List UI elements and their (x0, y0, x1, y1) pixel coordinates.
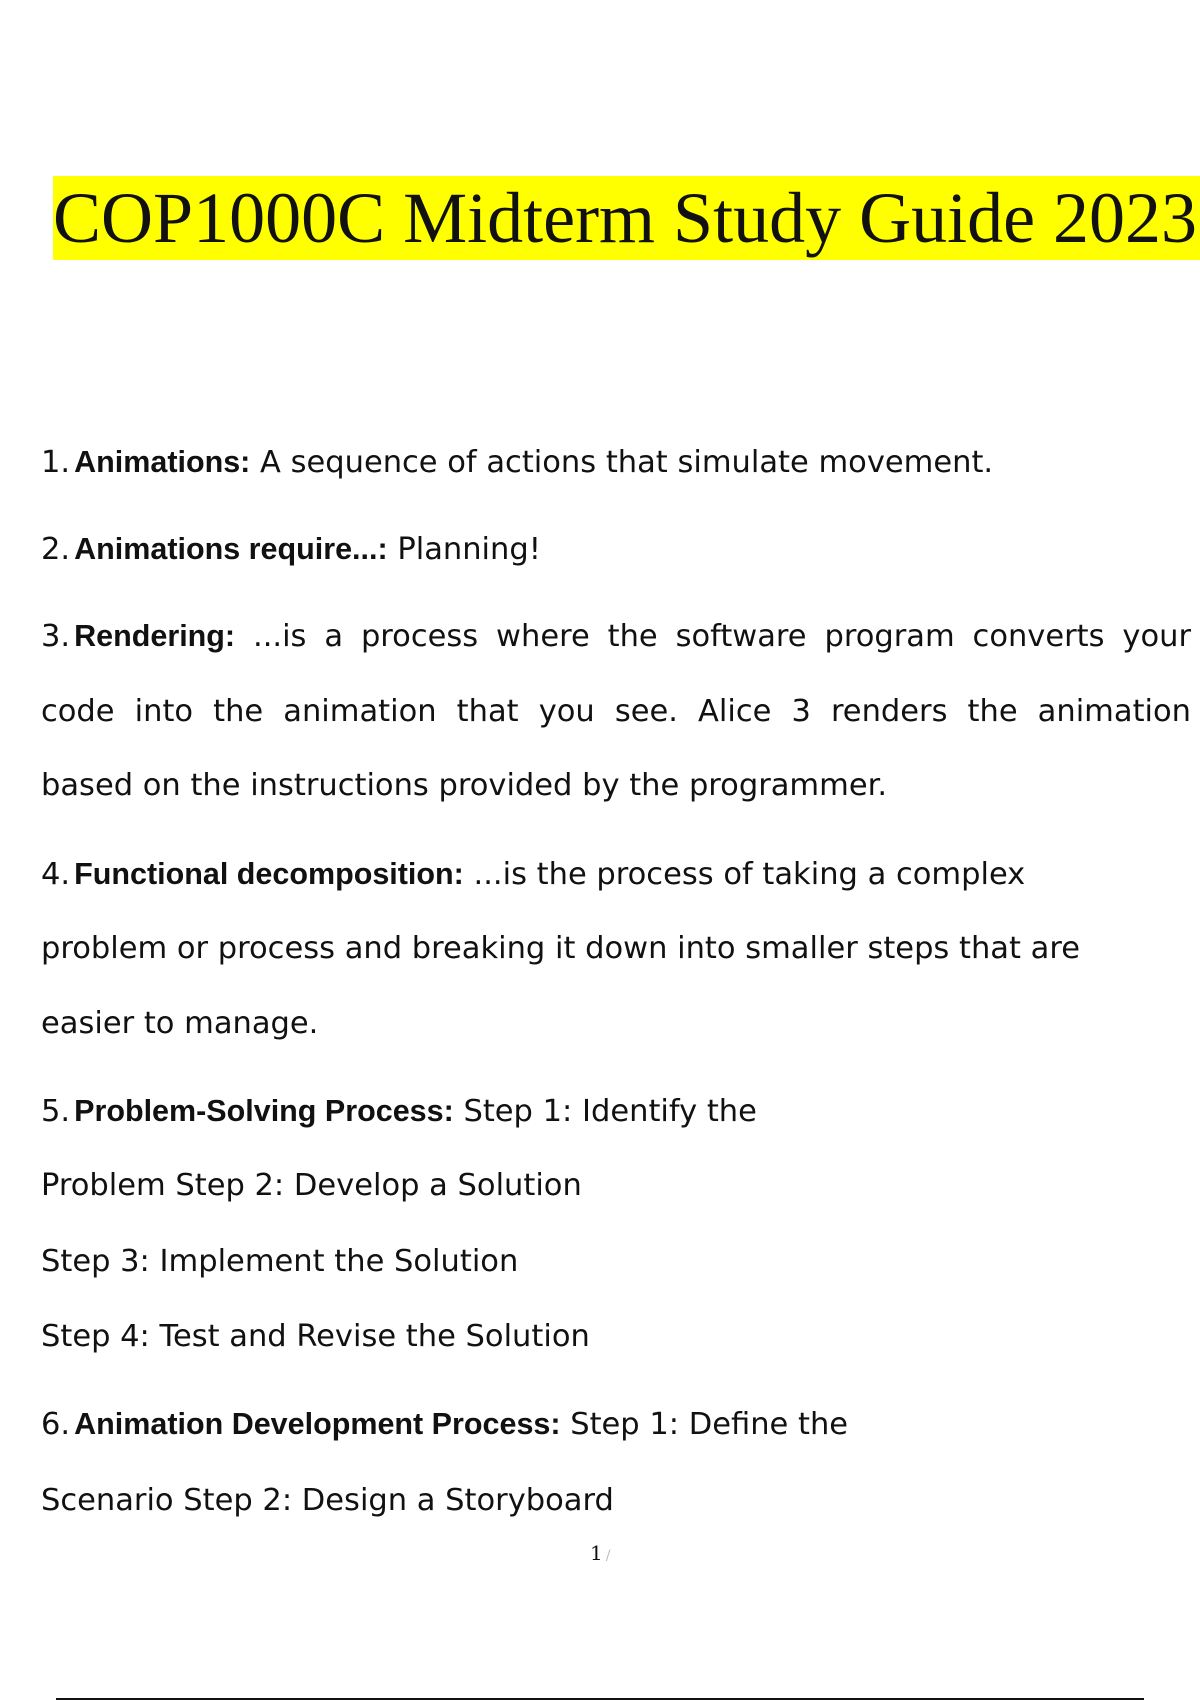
item-number: 2. (41, 532, 71, 567)
item-number: 1. (41, 445, 71, 480)
list-item (41, 1404, 848, 1445)
item-text: Planning! (387, 532, 541, 567)
item-text: ...is the process of taking a complex (463, 857, 1026, 892)
item-number: 3. (41, 619, 71, 654)
list-item (41, 529, 541, 570)
item-continuation: based on the instructions provided by the programmer. (41, 768, 888, 803)
item-continuation: problem or process and breaking it down into smaller steps that are (41, 931, 1080, 966)
item-term: Animations require...: (74, 532, 388, 566)
item-text: Step 1: Identify the (453, 1094, 757, 1129)
list-item (41, 854, 1025, 895)
item-text: A sequence of actions that simulate movement. (250, 445, 994, 480)
item-text: ...is a process where the software program converts your (235, 619, 1191, 654)
item-term: Functional decomposition: (74, 857, 464, 891)
item-continuation: easier to manage. (41, 1006, 319, 1041)
page-number-suffix: / (605, 1548, 611, 1564)
item-term: Problem-Solving Process: (74, 1094, 454, 1128)
item-continuation: code into the animation that you see. Alice 3 renders the animation (41, 694, 1191, 729)
item-number: 6. (41, 1407, 71, 1442)
list-item (41, 616, 1191, 657)
page-number (590, 1540, 610, 1569)
item-continuation: Step 3: Implement the Solution (41, 1244, 519, 1279)
list-item (41, 1091, 757, 1132)
item-number: 4. (41, 857, 71, 892)
document-title: COP1000C Midterm Study Guide 2023 (53, 176, 1200, 260)
item-text: Step 1: Define the (560, 1407, 849, 1442)
item-term: Rendering: (74, 619, 236, 653)
item-continuation: Scenario Step 2: Design a Storyboard (41, 1483, 614, 1518)
page-number-value: 1 (590, 1541, 603, 1565)
list-item (41, 442, 993, 483)
item-term: Animations: (74, 445, 251, 479)
item-number: 5. (41, 1094, 71, 1129)
item-continuation: Step 4: Test and Revise the Solution (41, 1319, 590, 1354)
item-continuation: Problem Step 2: Develop a Solution (41, 1168, 582, 1203)
item-term: Animation Development Process: (74, 1407, 561, 1441)
